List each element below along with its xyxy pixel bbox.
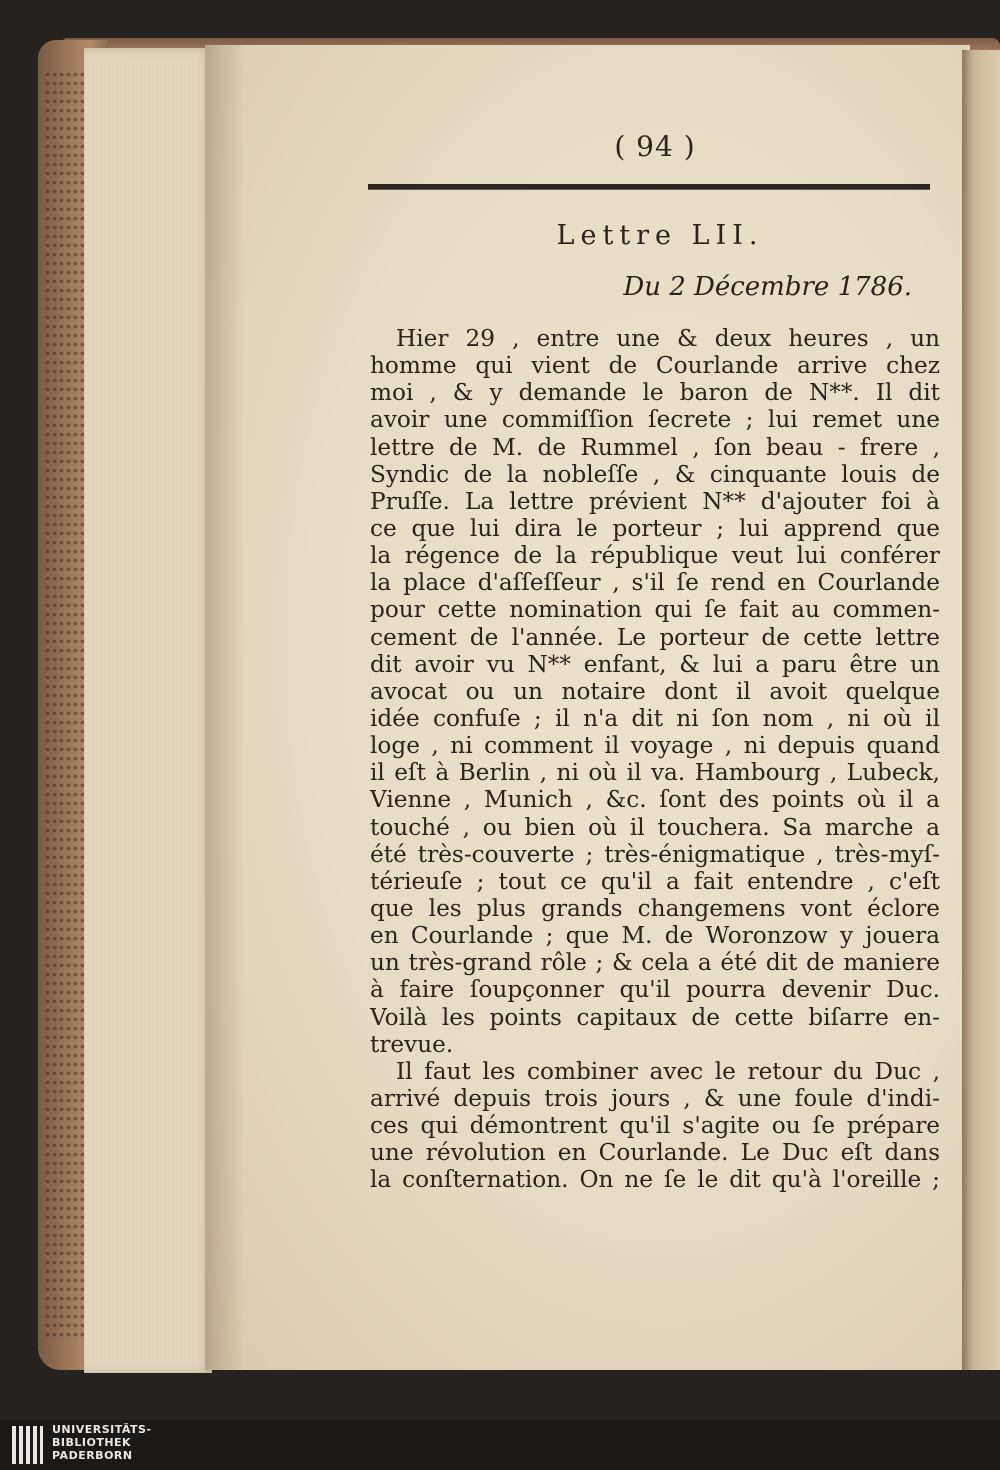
text-line: pour cette nomination qui ſe fait au commen- [370, 596, 940, 624]
letter-title: Lettre LII. [556, 220, 764, 251]
library-logo-icon [10, 1424, 44, 1466]
text-line: térieuſe ; tout ce qu'il a fait entendre , c'eſt [370, 867, 940, 895]
text-line: cement de l'année. Le porteur de cette lettre [370, 623, 940, 651]
text-line: arrivé depuis trois jours , & une foule d'indi- [370, 1084, 940, 1112]
page-number: ( 94 ) [614, 130, 696, 163]
facing-page-edge [962, 50, 1000, 1370]
text-line: lettre de M. de Rummel , ſon beau - frere , [370, 433, 940, 461]
logo-line: PADERBORN [52, 1449, 133, 1462]
text-line: un très-grand rôle ; & cela a été dit de maniere [370, 949, 940, 977]
page-stack-edges [84, 48, 212, 1373]
logo-line: UNIVERSITÄTS- [52, 1423, 152, 1436]
text-line: avoir une commiſſion ſecrete ; lui remet une [370, 406, 940, 434]
text-line: dit avoir vu N** enfant, & lui a paru être un [370, 650, 940, 678]
text-line: Vienne , Munich , &c. ſont des points où il a [370, 786, 940, 814]
text-line: la régence de la république veut lui conférer [370, 542, 940, 570]
text-line: il eſt à Berlin , ni où il va. Hambourg , Lubeck, [370, 759, 940, 787]
text-line: Il faut les combiner avec le retour du Duc , [396, 1057, 940, 1085]
text-line: idée confuſe ; il n'a dit ni ſon nom , ni où il [370, 704, 940, 732]
text-line: trevue. [370, 1030, 454, 1058]
text-line: la conſternation. On ne ſe le dit qu'à l'oreille ; [370, 1166, 940, 1194]
text-line: ces qui démontrent qu'il s'agite ou ſe prépare [370, 1112, 940, 1140]
text-line: Syndic de la nobleſſe , & cinquante louis de [370, 460, 940, 488]
logo-line: BIBLIOTHEK [52, 1436, 132, 1449]
letter-body [370, 325, 940, 1194]
letter-date: Du 2 Décembre 1786. [623, 272, 912, 302]
text-line: été très-couverte ; très-énigmatique , très-myſ- [370, 840, 940, 868]
gutter-shadow [205, 45, 245, 1370]
library-logo-text [52, 1423, 252, 1462]
text-line: la place d'aſſeſſeur , s'il ſe rend en Courlande [370, 569, 940, 597]
marbled-edge [44, 70, 84, 1340]
text-line: que les plus grands changemens vont éclore [370, 894, 940, 922]
text-line: avocat ou un notaire dont il avoit quelque [370, 677, 940, 705]
header-rule [368, 184, 930, 190]
text-line: en Courlande ; que M. de Woronzow y jouera [370, 922, 940, 950]
text-line: à faire ſoupçonner qu'il pourra devenir Duc. [370, 976, 940, 1004]
text-line: loge , ni comment il voyage , ni depuis quand [370, 732, 940, 760]
text-line: Pruſſe. La lettre prévient N** d'ajouter foi à [370, 487, 940, 515]
text-line: Voilà les points capitaux de cette biſarre en- [370, 1003, 940, 1031]
text-line: touché , ou bien où il touchera. Sa marche a [370, 813, 940, 841]
text-line: ce que lui dira le porteur ; lui apprend que [370, 514, 940, 542]
text-line: une révolution en Courlande. Le Duc eſt dans [370, 1139, 940, 1167]
text-line: homme qui vient de Courlande arrive chez [370, 352, 940, 380]
text-line: Hier 29 , entre une & deux heures , un [396, 325, 940, 352]
text-line: moi , & y demande le baron de N**. Il dit [370, 379, 940, 407]
